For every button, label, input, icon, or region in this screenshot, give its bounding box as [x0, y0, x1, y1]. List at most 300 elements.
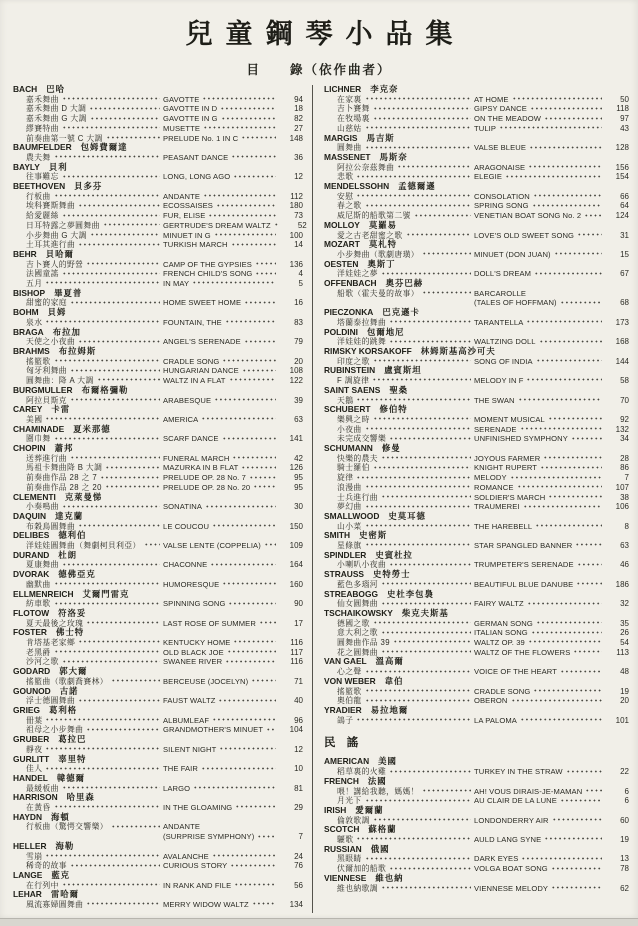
- dot-leader: [274, 221, 280, 228]
- composer-header: [324, 777, 629, 787]
- composer-name-en: POLDINI: [324, 326, 358, 337]
- entry-page-number: 12: [294, 172, 303, 182]
- entry-title-en: AULD LANG SYNE: [474, 835, 542, 845]
- entry-title-en: PRELUDE OP. 28 No. 20: [163, 482, 251, 492]
- dot-leader: [365, 143, 471, 150]
- dot-leader: [422, 787, 471, 794]
- composer-header: [324, 182, 629, 192]
- toc-entry: [13, 211, 303, 221]
- dot-leader: [584, 211, 602, 218]
- entry-title-en: THE SWAN: [474, 395, 515, 405]
- dot-leader: [540, 463, 602, 470]
- dot-leader: [365, 522, 471, 529]
- entry-title-en: ARAGONAISE: [474, 162, 526, 172]
- entry-left: [26, 454, 163, 464]
- dot-leader: [62, 211, 160, 218]
- entry-title-en: SONG OF INDIA: [474, 356, 533, 366]
- dot-leader: [90, 231, 160, 238]
- entry-left: [337, 192, 474, 202]
- entry-title-zh: 甜蜜的家庭: [26, 298, 67, 308]
- composer-name-en: STRAUSS: [324, 569, 365, 580]
- entry-title-en: GAVOTTE IN D: [163, 104, 218, 114]
- dot-leader: [373, 114, 471, 121]
- entry-page-number: 154: [615, 172, 629, 182]
- entry-left: [337, 493, 474, 503]
- entry-title-en: ANDANTE: [163, 822, 200, 832]
- dot-leader: [78, 696, 160, 703]
- entry-page-number: 92: [620, 414, 629, 424]
- composer-name-zh: 奧芬巴赫: [385, 278, 424, 289]
- entry-left: [337, 415, 474, 425]
- dot-leader: [365, 796, 471, 803]
- composer-name-en: MASSENET: [324, 151, 371, 162]
- toc-entry: [324, 884, 629, 894]
- composer-name-zh: 柴克夫斯基: [401, 607, 449, 618]
- composer-name-en: YRADIER: [324, 705, 362, 715]
- composer-name-zh: 法國: [367, 775, 387, 786]
- entry-page-number: 148: [289, 133, 303, 143]
- dot-leader: [62, 657, 160, 664]
- page-title: 兒童鋼琴小品集: [185, 19, 466, 49]
- entry-title-en: LONDONDERRY AIR: [474, 815, 549, 825]
- entry-title-en: SCARF DANCE: [163, 434, 219, 444]
- composer-name-zh: 夏米那德: [73, 423, 111, 434]
- composer-name-en: CHAMINADE: [13, 423, 65, 434]
- dot-leader: [86, 900, 160, 907]
- dot-leader: [393, 638, 471, 645]
- composer-name-zh: 韋伯: [384, 675, 404, 686]
- toc-entry: [13, 231, 303, 241]
- entry-title-zh: 小步舞曲 G 大調: [26, 230, 87, 240]
- dot-leader: [202, 95, 276, 102]
- dot-leader: [373, 619, 471, 626]
- composer-header: [324, 85, 629, 95]
- composer-name-zh: 莫札特: [368, 239, 397, 250]
- composer-name-zh: 卡雷: [51, 404, 71, 415]
- composer-name-en: BACH: [13, 84, 38, 94]
- entry-page-number: 109: [289, 541, 303, 551]
- composer-header: [324, 347, 629, 357]
- entry-left: [26, 260, 163, 270]
- dot-leader: [255, 269, 276, 276]
- entry-title-zh: 倫敦歌調: [337, 815, 370, 825]
- entry-title-en: VALSE BLEUE: [474, 143, 527, 153]
- entry-page-number: 100: [289, 230, 303, 240]
- composer-name-en: GRIEG: [13, 705, 40, 715]
- composer-header: [324, 757, 629, 767]
- entry-left: [26, 803, 163, 813]
- composer-name-en: ELLMENREICH: [13, 588, 74, 599]
- entry-title-zh: 往事難忘: [26, 172, 59, 182]
- entry-title-zh: 埃科賽斯舞曲: [26, 201, 76, 211]
- entry-title-en: BEAUTIFUL BLUE DANUBE: [474, 579, 574, 589]
- composer-name-en: HANDEL: [13, 772, 48, 783]
- composer-name-zh: 貝哈爾: [45, 248, 74, 259]
- composer-name-zh: 貝姆: [47, 307, 67, 318]
- composer-header: [324, 260, 629, 270]
- entry-title-zh: 前奏曲作品 28 之 20: [26, 482, 102, 492]
- composer-header: [13, 813, 303, 823]
- dot-leader: [78, 638, 160, 645]
- dot-leader: [511, 696, 602, 703]
- entry-title-en: ANGEL'S SERENADE: [163, 337, 241, 347]
- entry-page-number: 156: [615, 162, 629, 172]
- dot-leader: [244, 298, 276, 305]
- composer-name-en: FLOTOW: [13, 607, 50, 618]
- composer-group: [324, 806, 629, 825]
- toc-entry: [324, 716, 629, 726]
- entry-title-en: SOLDIER'S MARCH: [474, 492, 546, 502]
- composer-name-zh: 藍克: [51, 869, 71, 880]
- entry-page-number: 19: [620, 686, 629, 696]
- entry-title-en: HOME SWEET HOME: [163, 298, 242, 308]
- entry-title-en: MERRY WIDOW WALTZ: [163, 900, 249, 910]
- toc-entry: [324, 454, 629, 464]
- entry-page-number: 42: [294, 453, 303, 463]
- composer-header: [13, 493, 303, 503]
- entry-page-number: 29: [294, 803, 303, 813]
- entry-page-number: 63: [294, 414, 303, 424]
- toc-entry: [13, 220, 307, 231]
- entry-page-number: 24: [294, 851, 303, 861]
- dot-leader: [381, 599, 471, 606]
- composer-header: [13, 512, 303, 522]
- composer-group: [324, 706, 629, 725]
- entry-title-en: PRELUDE No. 1 IN C: [163, 133, 239, 143]
- composer-name-zh: 杜朗: [58, 549, 78, 560]
- dot-leader: [249, 473, 276, 480]
- entry-title-en: OBERON: [474, 696, 508, 706]
- toc-entry: [324, 95, 629, 105]
- composer-name-en: GODARD: [13, 666, 51, 677]
- toc-entry: [324, 493, 629, 503]
- dot-leader: [534, 269, 602, 276]
- entry-title-zh: 法國童謠: [26, 269, 59, 279]
- composer-name-en: MARGIS: [324, 132, 358, 143]
- entry-title-en: HUMORESQUE: [163, 579, 220, 589]
- dot-leader: [244, 337, 276, 344]
- entry-left: [337, 201, 474, 211]
- dot-leader: [45, 415, 160, 422]
- dot-leader: [365, 425, 471, 432]
- entry-page-number: 20: [620, 696, 629, 706]
- entry-title-zh: 嘉禾舞曲 D 大調: [26, 104, 87, 114]
- entry-left: [26, 473, 163, 483]
- entry-left: [337, 473, 474, 483]
- entry-title-zh: 藍色多瑙河: [337, 579, 378, 589]
- entry-title-zh: 五月: [26, 279, 43, 289]
- dot-leader: [381, 628, 471, 635]
- dot-leader: [233, 638, 276, 645]
- dot-leader: [389, 560, 471, 567]
- entry-left: [337, 163, 474, 173]
- composer-group: [13, 181, 307, 250]
- dot-leader: [208, 211, 276, 218]
- composer-name-zh: 包姆費爾達: [80, 142, 128, 153]
- entry-page-number: 81: [294, 783, 303, 793]
- composer-name-zh: 德利伯: [58, 530, 87, 541]
- dot-leader: [422, 250, 471, 257]
- composer-group: [13, 774, 303, 793]
- dot-leader: [356, 172, 471, 179]
- composer-group: [13, 143, 303, 162]
- entry-title-zh: 佳人: [26, 764, 43, 774]
- dot-leader: [54, 803, 160, 810]
- entry-title-en: AVALANCHE: [163, 851, 209, 861]
- dot-leader: [192, 279, 276, 286]
- composer-name-en: SCOTCH: [324, 824, 360, 835]
- entry-title-zh: 士兵進行曲: [337, 492, 378, 502]
- entry-title-en: AH! VOUS DIRAIS-JE-MAMAN: [474, 786, 583, 796]
- entry-page-number: 46: [620, 560, 629, 570]
- composer-header: [13, 289, 303, 299]
- dot-leader: [62, 172, 160, 179]
- entry-page-number: 64: [620, 201, 629, 211]
- toc-entry: [324, 483, 629, 493]
- composer-name-zh: 李克奈: [370, 84, 399, 94]
- entry-page-number: 106: [615, 502, 629, 512]
- dot-leader: [70, 454, 160, 461]
- composer-name-zh: 俄國: [370, 843, 390, 854]
- dot-leader: [266, 725, 276, 732]
- entry-title-zh: 搖籃歌: [337, 686, 362, 696]
- entry-page-number: 50: [620, 94, 629, 104]
- toc-entry: [324, 541, 629, 551]
- toc-entry: [324, 463, 629, 473]
- toc-left-column: [13, 85, 312, 913]
- entry-title-en: IN THE GLOAMING: [163, 803, 233, 813]
- entry-title-en: ON THE MEADOW: [474, 114, 541, 124]
- entry-title-en: FAUST WALTZ: [163, 696, 216, 706]
- composer-group: [324, 279, 629, 308]
- composer-group: [324, 405, 629, 444]
- composer-group: [324, 328, 629, 347]
- entry-title-zh: 給愛麗絲: [26, 211, 59, 221]
- entry-title-zh: 日耳特露之夢圓舞曲: [26, 220, 100, 230]
- composer-name-en: RIMSKY KORSAKOFF: [324, 345, 412, 356]
- composer-header: [13, 628, 303, 638]
- entry-title-en: LAST ROSE OF SUMMER: [163, 618, 256, 628]
- entry-title-zh: 圍巾舞: [26, 434, 51, 444]
- toc-entry: [13, 357, 303, 367]
- dot-leader: [90, 114, 160, 121]
- entry-title-zh: 阿拉貝斯克: [26, 395, 67, 405]
- composer-name-zh: 符洛妥: [58, 607, 87, 618]
- composer-group: [13, 347, 303, 386]
- entry-title-en: GAVOTTE: [163, 94, 200, 104]
- toc-entry: [324, 473, 629, 483]
- entry-left: [26, 124, 163, 134]
- composer-group: [13, 793, 303, 812]
- composer-header: [324, 405, 629, 415]
- entry-page-number: 7: [298, 832, 303, 842]
- composer-header: [324, 240, 629, 250]
- entry-title-zh: 圓舞曲作品 39: [337, 638, 391, 648]
- entry-title-en: SONATINA: [163, 502, 203, 512]
- composer-header: [324, 590, 629, 600]
- entry-title-en: UNFINISHED SYMPHONY: [474, 434, 568, 444]
- dot-leader: [365, 502, 471, 509]
- dot-leader: [365, 667, 471, 674]
- composer-header: [324, 366, 629, 376]
- dot-leader: [225, 318, 276, 325]
- entry-title-en: SPRING SONG: [474, 201, 529, 211]
- toc-entry: [324, 854, 629, 864]
- dot-leader: [365, 124, 471, 131]
- entry-title-en-line2: (TALES OF HOFFMAN): [474, 298, 557, 308]
- dot-leader: [381, 493, 471, 500]
- composer-name-zh: 辜里特: [58, 753, 87, 764]
- composer-name-zh: 海勒: [55, 840, 75, 851]
- composer-group: [13, 871, 303, 890]
- entry-left: [26, 279, 163, 289]
- entry-left: [337, 687, 474, 697]
- entry-title-zh: 布穀鳥圓舞曲: [26, 521, 76, 531]
- dot-leader: [144, 541, 160, 548]
- composer-name-en: LANGE: [13, 869, 43, 880]
- toc-entry: [13, 124, 303, 134]
- entry-title-zh: 吉卜賽舞: [337, 104, 370, 114]
- entry-page-number: 66: [620, 191, 629, 201]
- entry-page-number: 17: [294, 618, 303, 628]
- toc-entry: [13, 560, 303, 570]
- entry-page-number: 168: [615, 337, 629, 347]
- entry-title-en: GAVOTTE IN G: [163, 114, 218, 124]
- entry-title-zh: 驪歌: [337, 835, 354, 845]
- dot-leader: [201, 764, 276, 771]
- toc-entry: [324, 163, 629, 173]
- entry-page-number: 6: [624, 786, 629, 796]
- entry-title-en: LA PALOMA: [474, 715, 517, 725]
- dot-leader: [86, 260, 160, 267]
- entry-title-zh: 伏爾加的船歌: [337, 864, 387, 874]
- entry-title-en: STAR SPANGLED BANNER: [474, 541, 573, 551]
- entry-title-en: MELODY IN F: [474, 376, 524, 386]
- toc-entry: [324, 415, 629, 425]
- entry-page-number: 83: [294, 317, 303, 327]
- composer-header: [13, 735, 303, 745]
- entry-left: [337, 884, 474, 894]
- dot-leader: [373, 415, 471, 422]
- entry-title-en: ARABESQUE: [163, 395, 212, 405]
- toc-entry: [13, 201, 303, 211]
- entry-title-zh: 愛之古老甜蜜之歌: [337, 230, 403, 240]
- entry-title-zh: 春之歌: [337, 201, 362, 211]
- dot-leader: [222, 580, 276, 587]
- entry-left: [26, 696, 163, 706]
- composer-name-en: OESTEN: [324, 258, 359, 269]
- composer-name-zh: 蕭邦: [54, 443, 74, 454]
- dot-leader: [560, 796, 602, 803]
- dot-leader: [551, 884, 602, 891]
- dot-leader: [381, 648, 471, 655]
- dot-leader: [241, 463, 276, 470]
- entry-title-en: CHACONNE: [163, 560, 208, 570]
- entry-page-number: 136: [289, 259, 303, 269]
- toc-entry: [324, 638, 629, 648]
- composer-name-zh: 古諾: [59, 685, 79, 696]
- entry-left: [26, 201, 163, 211]
- entry-title-en: LOVE'S OLD SWEET SONG: [474, 230, 575, 240]
- composer-name-zh: 愛爾蘭: [355, 804, 384, 815]
- dot-leader: [214, 231, 276, 238]
- composer-group: [13, 842, 303, 871]
- toc-entry: [13, 114, 303, 124]
- entry-title-zh: 洋娃娃圓舞曲（舞劇柯貝利亞）: [26, 541, 141, 551]
- entry-title-zh: 天鵝: [337, 395, 354, 405]
- composer-name-en: GRUBER: [13, 734, 50, 745]
- toc-entry: [324, 192, 629, 202]
- entry-title-zh: 搖籃歌: [26, 356, 51, 366]
- entry-title-en: GIPSY DANCE: [474, 104, 527, 114]
- composer-header: [324, 609, 629, 619]
- composer-name-en: DAQUIN: [13, 510, 47, 521]
- entry-page-number: 34: [620, 434, 629, 444]
- entry-page-number: 113: [616, 647, 629, 657]
- composer-group: [13, 386, 303, 405]
- composer-group: [13, 493, 303, 512]
- entry-left: [26, 114, 163, 124]
- dot-leader: [365, 687, 471, 694]
- composer-group: [324, 85, 629, 134]
- dot-leader: [356, 396, 471, 403]
- entry-title-en: FRENCH CHILD'S SONG: [163, 269, 253, 279]
- dot-leader: [585, 787, 602, 794]
- entry-title-en: WALTZING DOLL: [474, 337, 536, 347]
- entry-left: [26, 192, 163, 202]
- dot-leader: [203, 124, 276, 131]
- dot-leader: [529, 143, 602, 150]
- composer-header: [13, 667, 303, 677]
- toc-entry: [324, 864, 629, 874]
- entry-left: [337, 854, 474, 864]
- dot-leader: [422, 289, 471, 296]
- dot-leader: [105, 483, 160, 490]
- entry-page-number: 116: [290, 657, 303, 667]
- dot-leader: [528, 163, 602, 170]
- composer-group: [13, 590, 303, 609]
- folk-section-header: 民 謠: [324, 737, 363, 750]
- entry-left: [26, 211, 163, 221]
- entry-left: [337, 619, 474, 629]
- entry-title-zh: 未完成交響樂: [337, 434, 387, 444]
- composer-group: [324, 609, 629, 658]
- entry-title-zh: 山小菜: [337, 521, 362, 531]
- dot-leader: [520, 425, 602, 432]
- entry-page-number: 36: [294, 152, 303, 162]
- entry-page-number: 144: [615, 356, 629, 366]
- toc-entry: [13, 900, 303, 910]
- entry-page-number: 14: [294, 240, 303, 250]
- dot-leader: [218, 696, 276, 703]
- entry-title-zh: 洋娃娃的跳舞: [337, 337, 387, 347]
- entry-page-number: 12: [294, 744, 303, 754]
- entry-left: [337, 787, 474, 797]
- dot-leader: [70, 861, 160, 868]
- composer-header: [324, 279, 629, 289]
- composer-group: [13, 667, 303, 686]
- dot-leader: [365, 541, 471, 548]
- dot-leader: [510, 473, 602, 480]
- entry-left: [337, 638, 474, 648]
- toc-entry: [13, 454, 303, 464]
- entry-page-number: 78: [620, 864, 629, 874]
- dot-leader: [528, 638, 602, 645]
- entry-title-en: LONG, LONG AGO: [163, 172, 231, 182]
- composer-group: [324, 551, 629, 570]
- entry-left: [26, 502, 163, 512]
- composer-header: [13, 774, 303, 784]
